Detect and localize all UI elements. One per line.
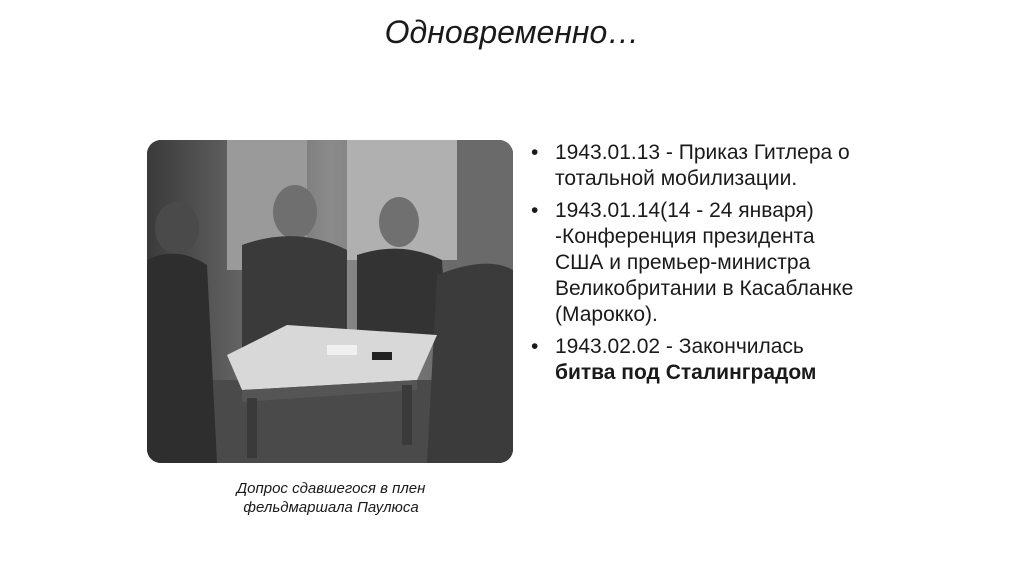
bullet-text: 1943.02.02 - Закончилась <box>555 335 804 358</box>
bullet-text: 1943.01.14(14 - 24 января) -Конференция президента США и премьер-министра Великобритании в Касабланке (Марокко). <box>555 199 854 326</box>
bullet-text: 1943.01.13 - Приказ Гитлера о тотальной мобилизации. <box>555 141 850 190</box>
bullet-item <box>527 198 857 328</box>
caption-line-1: Допрос сдавшегося в плен <box>236 480 426 497</box>
bullet-item <box>527 334 857 386</box>
bullet-icon: • <box>531 335 539 358</box>
photo-caption <box>175 479 487 517</box>
slide-title: Одновременно… <box>384 14 640 50</box>
bullet-list <box>527 140 857 392</box>
bullet-bold-text: битва под Сталинградом <box>555 361 817 384</box>
caption-line-2: фельдмаршала Паулюса <box>243 499 419 516</box>
bullet-item <box>527 140 857 192</box>
bullet-icon: • <box>531 199 539 222</box>
historical-photo <box>147 140 513 463</box>
photo-icon <box>147 140 513 463</box>
bullet-icon: • <box>531 141 539 164</box>
